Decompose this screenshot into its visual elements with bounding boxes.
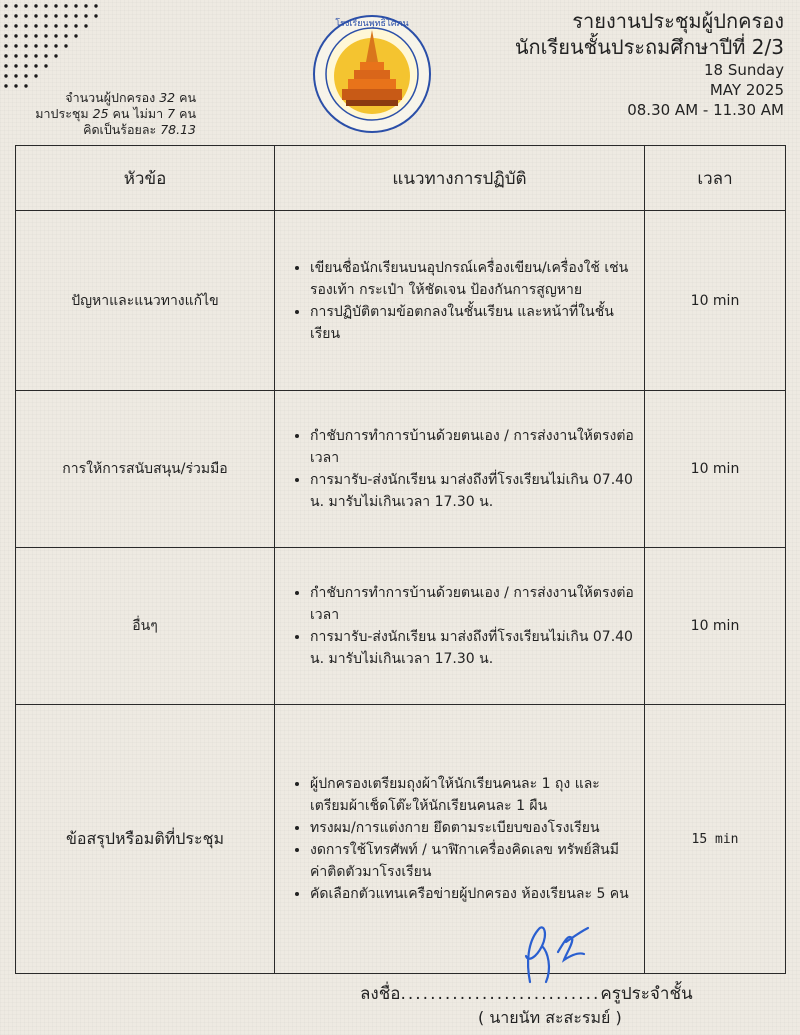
list-item: • กำชับการทำการบ้านด้วยตนเอง / การส่งงานให้ตรงต่อเวลา	[310, 582, 635, 626]
table-header-row	[16, 146, 786, 211]
present-absent: มาประชุม 25 คน ไม่มา 7 คน	[35, 106, 196, 121]
list-item: • งดการใช้โทรศัพท์ / นาฬิกาเครื่องคิดเลข ทรัพย์สินมีค่าติดตัวมาโรงเรียน	[310, 839, 635, 883]
row-time: 10 min	[645, 391, 786, 548]
meeting-day: 18 Sunday	[704, 61, 784, 79]
row-guidelines	[275, 548, 645, 705]
table-row	[16, 211, 786, 391]
row-topic: ข้อสรุปหรือมติที่ประชุม	[16, 705, 275, 974]
logo-text: โรงเรียนพุทธิโศภน	[335, 19, 409, 29]
signature-line	[360, 980, 800, 1007]
header-time: เวลา	[645, 146, 786, 211]
row-topic: อื่นๆ	[16, 548, 275, 705]
row-time: 10 min	[645, 211, 786, 391]
report-title: รายงานประชุมผู้ปกครอง	[572, 9, 784, 33]
report-header	[515, 8, 784, 120]
signer-role: ครูประจำชั้น	[600, 984, 693, 1004]
list-item: • การมารับ-ส่งนักเรียน มาส่งถึงที่โรงเรียนไม่เกิน 07.40 น. มารับไม่เกินเวลา 17.30 น.	[310, 469, 635, 513]
header-topic: หัวข้อ	[16, 146, 275, 211]
row-time: 10 min	[645, 548, 786, 705]
sign-label: ลงชื่อ	[360, 984, 401, 1004]
sign-dots: ...........................	[400, 984, 601, 1004]
list-item: • การปฏิบัติตามข้อตกลงในชั้นเรียน และหน้าที่ในชั้นเรียน	[310, 301, 635, 345]
row-topic: การให้การสนับสนุน/ร่วมมือ	[16, 391, 275, 548]
table-row	[16, 391, 786, 548]
total-parents: จำนวนผู้ปกครอง 32 คน	[65, 90, 196, 105]
row-time: 15 min	[645, 705, 786, 974]
table-row	[16, 548, 786, 705]
list-item: • คัดเลือกตัวแทนเครือข่ายผู้ปกครอง ห้องเรียนละ 5 คน	[310, 883, 635, 905]
decorative-dot-pattern	[0, 0, 110, 100]
list-item: • เขียนชื่อนักเรียนบนอุปกรณ์เครื่องเขียน/เครื่องใช้ เช่น รองเท้า กระเป๋า ให้ชัดเจน ป้องกันการสูญหาย	[310, 257, 635, 301]
list-item: • กำชับการทำการบ้านด้วยตนเอง / การส่งงานให้ตรงต่อเวลา	[310, 425, 635, 469]
table-row	[16, 705, 786, 974]
school-logo	[310, 12, 434, 136]
row-guidelines	[275, 391, 645, 548]
attendance-stats	[10, 90, 196, 138]
row-guidelines	[275, 211, 645, 391]
attendance-percent: คิดเป็นร้อยละ 78.13	[83, 122, 196, 137]
signer-name: ( นายนัท สะสะรมย์ )	[478, 1008, 622, 1027]
list-item: • ทรงผม/การแต่งกาย ยึดตามระเบียบของโรงเรียน	[310, 817, 635, 839]
header-guideline: แนวทางการปฏิบัติ	[275, 146, 645, 211]
meeting-time: 08.30 AM - 11.30 AM	[627, 101, 784, 119]
list-item: • การมารับ-ส่งนักเรียน มาส่งถึงที่โรงเรียนไม่เกิน 07.40 น. มารับไม่เกินเวลา 17.30 น.	[310, 626, 635, 670]
row-topic: ปัญหาและแนวทางแก้ไข	[16, 211, 275, 391]
report-subtitle: นักเรียนชั้นประถมศึกษาปีที่ 2/3	[514, 35, 784, 59]
agenda-table	[15, 145, 786, 974]
meeting-month-year: MAY 2025	[709, 81, 784, 99]
list-item: • ผู้ปกครองเตรียมถุงผ้าให้นักเรียนคนละ 1 ถุง และเตรียมผ้าเช็ดโต๊ะให้นักเรียนคนละ 1 ผืน	[310, 773, 635, 817]
